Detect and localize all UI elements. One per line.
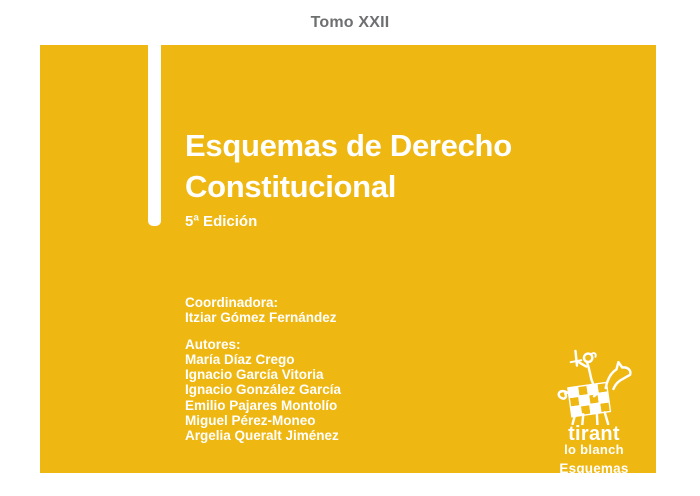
- title-block: [185, 125, 625, 230]
- publisher-block: [539, 349, 649, 476]
- author-name: María Díaz Crego: [185, 351, 295, 367]
- publisher-name: tirant: [568, 423, 620, 445]
- author-name: Ignacio González García: [185, 382, 342, 398]
- edition-label: 5ª Edición: [185, 213, 258, 230]
- book-cover: [40, 45, 656, 476]
- authors-group: [185, 337, 525, 444]
- collection-label: Esquemas: [559, 461, 629, 476]
- author-name: Miguel Pérez-Moneo: [185, 413, 316, 429]
- authors-label: Autores:: [185, 336, 241, 352]
- author-name: Emilio Pajares Montolío: [185, 397, 338, 413]
- coordinator-name: Itziar Gómez Fernández: [185, 310, 337, 326]
- credits-block: [185, 295, 525, 455]
- coordinator-label: Coordinadora:: [185, 295, 278, 310]
- publisher-subname: lo blanch: [564, 442, 624, 457]
- knight-on-horse-icon: [551, 349, 637, 425]
- coordinator-group: [185, 295, 525, 326]
- author-name: Ignacio García Vitoria: [185, 367, 324, 383]
- author-name: Argelia Queralt Jiménez: [185, 428, 339, 444]
- volume-label: Tomo XXII: [310, 14, 390, 31]
- book-title-line-1: Esquemas de Derecho: [185, 128, 512, 163]
- accent-stripe: [148, 45, 161, 226]
- book-title-line-2: Constitucional: [185, 169, 397, 204]
